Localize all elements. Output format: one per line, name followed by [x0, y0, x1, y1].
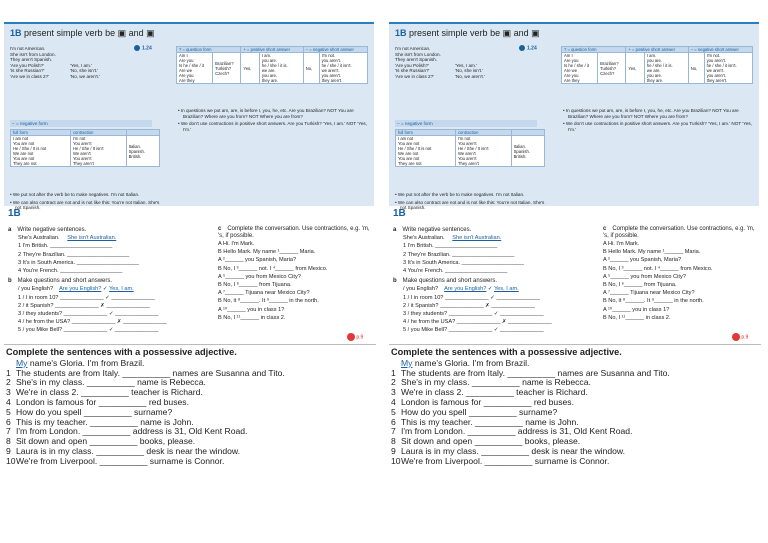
- positive-header: + = positive short answer: [626, 47, 688, 53]
- conversation-line[interactable]: A ²______ you Spanish, Maria?: [218, 257, 297, 264]
- rule-bullet: • We put not after the verb be to make negatives. I'm not Italian.: [395, 192, 525, 197]
- conversation-line[interactable]: A ¹⁰______ you in class 1?: [218, 306, 285, 313]
- possessive-heading: Complete the sentences with a possessive adjective.: [6, 347, 237, 357]
- yes-word: Yes,: [241, 53, 259, 84]
- exercise-a-example: She's Australian. She isn't Australian.: [18, 235, 117, 242]
- possessive-item[interactable]: 4 London is famous for __________ red buses.: [6, 396, 189, 407]
- negative-answers: I'm not. you aren't. he / she / it isn't. we aren't. you aren't. they aren't.: [319, 53, 367, 84]
- possessive-item[interactable]: 2 She's in my class. __________ name is Rebecca.: [6, 377, 206, 388]
- example-row: 'Is she Russian?' 'No, she isn't.': [10, 68, 99, 74]
- exercise-a-item[interactable]: 1 I'm British. ____________________: [403, 243, 498, 250]
- example-row: I'm not American.: [395, 46, 431, 51]
- grammar-title: 1B present simple verb be ▣ and ▣: [395, 28, 540, 38]
- exercise-b-item[interactable]: 1 / I in room 10? ______________ ✓ ______________: [403, 294, 540, 301]
- negative-form-table: [10, 129, 160, 167]
- conversation-line[interactable]: B No, I ³______ not. I ⁴______ from Mexico.: [603, 265, 713, 272]
- possessive-item[interactable]: 5 How do you spell __________ surname?: [6, 406, 173, 417]
- rule-bullet: • In questions we put am, are, is before I, you, he, etc. Are you Brazilian? NOT You are Brazilian? Where are you from? NOT Where you are from?: [563, 108, 739, 119]
- conversation-line[interactable]: A ⁷______ Tijuana near Mexico City?: [603, 290, 695, 297]
- example-row: I'm not American.: [10, 46, 46, 51]
- question-subjects: Am I Are you Is he / she / it Are we Are you Are they: [177, 53, 213, 84]
- conversation-line[interactable]: A ²______ you Spanish, Maria?: [603, 257, 682, 264]
- exercise-a-item[interactable]: 3 It's in South America. ____________________: [18, 259, 139, 266]
- worksheet-page-right: [389, 0, 765, 543]
- grammar-box: [4, 22, 374, 211]
- possessive-exercise: [6, 348, 376, 467]
- exercise-b-item[interactable]: 4 / he from the USA? ______________ ✗ ______________: [403, 319, 552, 326]
- exercise-column-right: [218, 226, 376, 322]
- exercise-column-left: [8, 226, 208, 335]
- full-form-header: full form: [396, 130, 456, 136]
- practice-section-title: 1B: [8, 208, 21, 219]
- exercise-a-item[interactable]: 2 They're Brazilian. ____________________: [18, 251, 130, 258]
- exercise-a-item[interactable]: 2 They're Brazilian. ____________________: [403, 251, 515, 258]
- rules-left: [395, 192, 545, 213]
- rule-bullet: • We can also contract are not and is not like this: You're not Italian. She's not Spanish.: [10, 199, 160, 211]
- conversation-line[interactable]: A ⁷______ Tijuana near Mexico City?: [218, 290, 310, 297]
- example-row: She isn't from London.: [395, 51, 441, 57]
- question-nationalities: Brazilian? Turkish? Czech?: [598, 53, 626, 84]
- exercise-a-item[interactable]: 4 You're French. ____________________: [18, 268, 123, 275]
- grammar-box: [389, 22, 759, 211]
- negative-form-label: − = negative form: [10, 120, 152, 127]
- possessive-item[interactable]: 3 We're in class 2. __________ teacher is Richard.: [391, 387, 588, 398]
- exercise-a-heading: a Write negative sentences.: [393, 227, 472, 233]
- possessive-exercise: [391, 348, 761, 467]
- question-form-table: [561, 46, 753, 84]
- page-reference[interactable]: p.9: [347, 333, 363, 341]
- audio-badge[interactable]: 1.24: [134, 45, 152, 51]
- exercise-b-example: / you English? Are you English? ✓ Yes, I am.: [403, 286, 519, 293]
- possessive-item[interactable]: 8 Sit down and open __________ books, please.: [6, 436, 196, 447]
- positive-answers: I am. you are. he / she / it is. we are. you are. they are.: [644, 53, 688, 84]
- example-row: 'Are you Polish?' 'Yes, I am.': [395, 62, 478, 68]
- possessive-item[interactable]: 6 This is my teacher. __________ name is John.: [391, 416, 579, 427]
- exercise-b-item[interactable]: 2 / it Spanish? ______________ ✗ ______________: [18, 302, 150, 309]
- arrow-icon[interactable]: [732, 333, 740, 341]
- conversation-line[interactable]: A ⁵______ you from Mexico City?: [218, 273, 301, 280]
- grammar-examples: [395, 46, 535, 80]
- negative-form-table: [395, 129, 545, 167]
- exercise-a-example: She's Australian. She isn't Australian.: [403, 235, 502, 242]
- example-row: 'Are we in class 2?' 'No, we aren't.': [395, 73, 485, 79]
- full-forms: I am not You are not He / She / It is not We are not You are not They are not: [396, 136, 456, 167]
- exercise-a-item[interactable]: 3 It's in South America. ____________________: [403, 259, 524, 266]
- exercise-c-heading: c Complete the conversation. Use contractions, e.g. 'm, 's, if possible.: [603, 226, 755, 239]
- arrow-icon[interactable]: [347, 333, 355, 341]
- exercise-a-item[interactable]: 4 You're French. ____________________: [403, 268, 508, 275]
- rules-left: [10, 192, 160, 213]
- question-subjects: Am I Are you Is he / she / it Are we Are you Are they: [562, 53, 598, 84]
- exercise-b-item[interactable]: 4 / he from the USA? ______________ ✗ ______________: [18, 319, 167, 326]
- page-reference[interactable]: p.9: [732, 333, 748, 341]
- rule-bullet: • We can also contract are not and is not like this: You're not Italian. She's not Spanish.: [395, 199, 545, 211]
- exercise-b-heading: b Make questions and short answers.: [8, 278, 113, 285]
- question-header: ? = question form: [177, 47, 241, 53]
- negative-header: − = negative short answer: [303, 47, 367, 53]
- divider: [389, 344, 761, 345]
- negative-form-label: − = negative form: [395, 120, 537, 127]
- example-row: 'Is she Russian?' 'No, she isn't.': [395, 68, 484, 74]
- exercise-column-left: [393, 226, 593, 335]
- possessive-item[interactable]: 7 I'm from London. __________ address is 31, Old Kent Road.: [391, 426, 633, 437]
- conversation-line[interactable]: A ¹⁰______ you in class 1?: [603, 306, 670, 313]
- example-row: They aren't Spanish.: [395, 57, 437, 63]
- audio-badge[interactable]: 1.24: [519, 45, 537, 51]
- conversation-line[interactable]: B No, it ⁸______. It ⁹______ in the north.: [218, 298, 319, 305]
- negative-nationalities: Italian. Spanish. British.: [511, 136, 544, 167]
- question-nationalities: Brazilian? Turkish? Czech?: [213, 53, 241, 84]
- grammar-examples: [10, 46, 150, 80]
- negative-nationalities: Italian. Spanish. British.: [126, 136, 159, 167]
- rules-right: [178, 108, 368, 134]
- exercise-column-right: [603, 226, 761, 322]
- possessive-item[interactable]: 8 Sit down and open __________ books, please.: [391, 436, 581, 447]
- possessive-item[interactable]: 9 Laura is in my class. __________ desk is near the window.: [391, 445, 626, 456]
- conversation-line[interactable]: A ⁵______ you from Mexico City?: [603, 273, 686, 280]
- rule-bullet: • We put not after the verb be to make negatives. I'm not Italian.: [10, 192, 140, 197]
- possessive-item[interactable]: 1 The students are from Italy. __________ names are Susanna and Tito.: [391, 367, 670, 378]
- yes-word: Yes,: [626, 53, 644, 84]
- positive-answers: I am. you are. he / she / it is. we are. you are. they are.: [259, 53, 303, 84]
- possessive-item[interactable]: 5 How do you spell __________ surname?: [391, 406, 558, 417]
- possessive-item[interactable]: 2 She's in my class. __________ name is Rebecca.: [391, 377, 591, 388]
- possessive-item[interactable]: 10 We're from Liverpool. __________ surname is Connor.: [391, 455, 610, 466]
- grammar-title: 1B present simple verb be ▣ and ▣: [10, 28, 155, 38]
- possessive-example: My name's Gloria. I'm from Brazil.: [401, 357, 530, 368]
- rule-bullet: • In questions we put am, are, is before I, you, he, etc. Are you Brazilian? NOT You are Brazilian? Where are you from? NOT Where you are from?: [178, 108, 354, 119]
- exercise-c-heading: c Complete the conversation. Use contractions, e.g. 'm, 's, if possible.: [218, 226, 370, 239]
- contractions: I'm not You aren't He / She / It isn't We aren't You aren't They aren't: [70, 136, 126, 167]
- conversation-line[interactable]: A Hi. I'm Mark.: [218, 241, 255, 247]
- rule-bullet: • We don't use contractions in positive short answers. Are you Turkish? 'Yes, I am.' NOT 'Yes, I'm.': [563, 121, 752, 132]
- possessive-item[interactable]: 7 I'm from London. __________ address is 31, Old Kent Road.: [6, 426, 248, 437]
- conversation-line[interactable]: B Hello Mark. My name ¹______ Maria.: [603, 249, 701, 256]
- possessive-example: My name's Gloria. I'm from Brazil.: [16, 357, 145, 368]
- conversation-line[interactable]: A Hi. I'm Mark.: [603, 241, 640, 247]
- conversation-line[interactable]: B No, I ¹¹______ in class 2.: [603, 314, 671, 321]
- possessive-item[interactable]: 4 London is famous for __________ red buses.: [391, 396, 574, 407]
- negative-answers: I'm not. you aren't. he / she / it isn't. we aren't. you aren't. they aren't.: [704, 53, 752, 84]
- divider: [4, 344, 376, 345]
- full-forms: I am not You are not He / She / It is not We are not You are not They are not: [11, 136, 71, 167]
- exercise-b-item[interactable]: 5 / you Mike Bell? ______________ ✓ ______________: [18, 327, 159, 334]
- full-form-header: full form: [11, 130, 71, 136]
- exercise-b-item[interactable]: 2 / it Spanish? ______________ ✗ ______________: [403, 302, 535, 309]
- worksheet-page-left: [4, 0, 380, 543]
- exercise-b-item[interactable]: 3 / they students? ______________ ✓ ______________: [18, 311, 159, 318]
- question-header: ? = question form: [562, 47, 626, 53]
- exercise-a-item[interactable]: 1 I'm British. ____________________: [18, 243, 113, 250]
- possessive-item[interactable]: 9 Laura is in my class. __________ desk is near the window.: [6, 445, 241, 456]
- contractions: I'm not You aren't He / She / It isn't We aren't You aren't They aren't: [455, 136, 511, 167]
- exercise-b-item[interactable]: 5 / you Mike Bell? ______________ ✓ ______________: [403, 327, 544, 334]
- possessive-heading: Complete the sentences with a possessive adjective.: [391, 347, 622, 357]
- example-row: 'Are we in class 2?' 'No, we aren't.': [10, 73, 100, 79]
- exercise-b-item[interactable]: 1 / I in room 10? ______________ ✓ ______________: [18, 294, 155, 301]
- negative-header: − = negative short answer: [688, 47, 752, 53]
- rule-bullet: • We don't use contractions in positive short answers. Are you Turkish? 'Yes, I am.' NOT 'Yes, I'm.': [178, 121, 367, 132]
- exercise-b-example: / you English? Are you English? ✓ Yes, I am.: [18, 286, 134, 293]
- example-row: 'Are you Polish?' 'Yes, I am.': [10, 62, 93, 68]
- contraction-header: contraction: [70, 130, 126, 136]
- possessive-item[interactable]: 6 This is my teacher. __________ name is John.: [6, 416, 194, 427]
- practice-section-title: 1B: [393, 208, 406, 219]
- possessive-item[interactable]: 1 The students are from Italy. __________ names are Susanna and Tito.: [6, 367, 285, 378]
- conversation-line[interactable]: B No, I ¹¹______ in class 2.: [218, 314, 286, 321]
- conversation-line[interactable]: B No, I ⁶______ from Tijuana.: [603, 282, 677, 289]
- conversation-line[interactable]: B No, it ⁸______. It ⁹______ in the north.: [603, 298, 704, 305]
- rules-right: [563, 108, 753, 134]
- positive-header: + = positive short answer: [241, 47, 303, 53]
- contraction-header: contraction: [455, 130, 511, 136]
- no-word: No,: [688, 53, 704, 84]
- question-form-table: [176, 46, 368, 84]
- possessive-item[interactable]: 3 We're in class 2. __________ teacher is Richard.: [6, 387, 203, 398]
- exercise-b-heading: b Make questions and short answers.: [393, 278, 498, 285]
- possessive-item[interactable]: 10 We're from Liverpool. __________ surname is Connor.: [6, 455, 225, 466]
- no-word: No,: [303, 53, 319, 84]
- conversation-line[interactable]: B Hello Mark. My name ¹______ Maria.: [218, 249, 316, 256]
- example-row: She isn't from London.: [10, 51, 56, 57]
- conversation-line[interactable]: B No, I ³______ not. I ⁴______ from Mexico.: [218, 265, 328, 272]
- example-row: They aren't Spanish.: [10, 57, 52, 63]
- conversation-line[interactable]: B No, I ⁶______ from Tijuana.: [218, 282, 292, 289]
- exercise-a-heading: a Write negative sentences.: [8, 227, 87, 233]
- exercise-b-item[interactable]: 3 / they students? ______________ ✓ ______________: [403, 311, 544, 318]
